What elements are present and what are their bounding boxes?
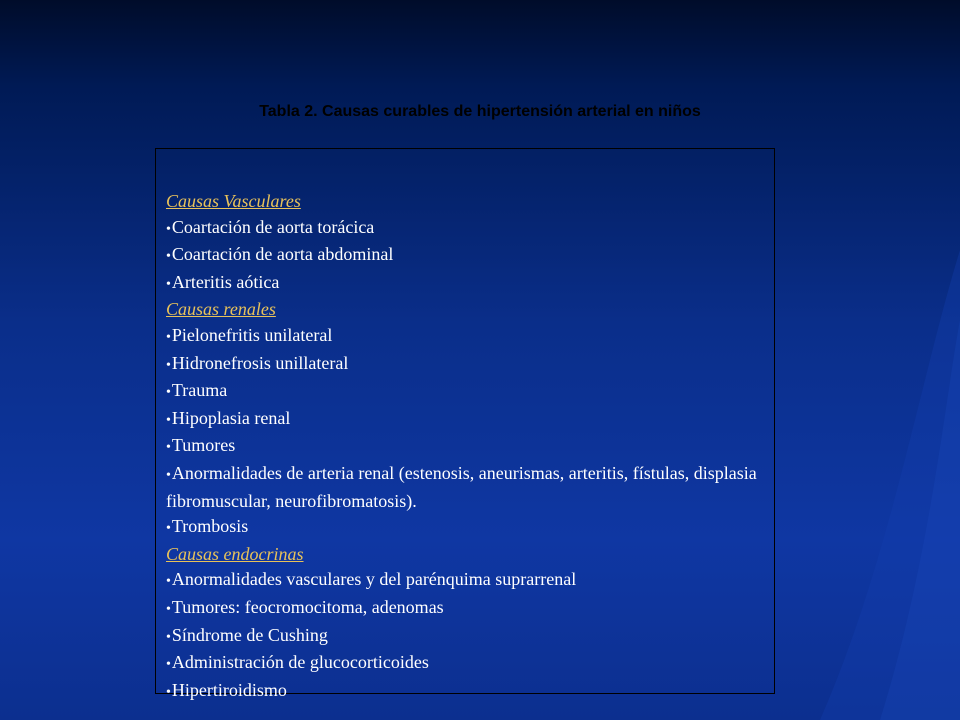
section-heading-renales[interactable]: Causas renales (166, 299, 276, 320)
list-item (166, 242, 764, 270)
causes-table (155, 148, 775, 700)
bullet-icon: • (166, 601, 171, 617)
bullet-icon: • (166, 521, 171, 537)
list-item-text: Pielonefritis unilateral (171, 324, 333, 345)
list-item-text: Anormalidades vasculares y del parénquima suprarrenal (171, 569, 577, 590)
list-item (166, 378, 764, 406)
list-item-text: Arteritis aótica (171, 271, 280, 292)
bullet-icon: • (166, 467, 171, 483)
list-item (166, 595, 764, 623)
list-item (166, 433, 764, 461)
list-item (166, 215, 764, 243)
slide-title: Tabla 2. Causas curables de hipertensión arterial en niños (259, 103, 701, 120)
section-heading-endocrinas[interactable]: Causas endocrinas (166, 543, 304, 564)
list-item-text: Hipoplasia renal (171, 407, 291, 428)
causes-list (166, 189, 764, 705)
list-item-text: Trauma (171, 380, 228, 401)
list-item-text: Hidronefrosis unillateral (171, 352, 349, 373)
list-item (166, 461, 764, 514)
bullet-icon: • (166, 412, 171, 428)
list-item (166, 323, 764, 351)
list-item (166, 623, 764, 651)
bullet-icon: • (166, 276, 171, 292)
bullet-icon: • (166, 329, 171, 345)
list-item-text: Tumores (171, 435, 236, 456)
list-item-text: Administración de glucocorticoides (171, 652, 429, 673)
bullet-icon: • (166, 221, 171, 237)
list-item-text: Síndrome de Cushing (171, 624, 328, 645)
list-item-text: Anormalidades de arteria renal (estenosis, aneurismas, arteritis, fístulas, displasia fibromuscular, neurofibromatosis). (166, 462, 757, 511)
list-item-text: Tumores: feocromocitoma, adenomas (171, 596, 444, 617)
list-item (166, 678, 764, 706)
bullet-icon: • (166, 249, 171, 265)
list-item-text: Trombosis (171, 516, 249, 537)
bullet-icon: • (166, 385, 171, 401)
list-item (166, 650, 764, 678)
list-item (166, 567, 764, 595)
list-item (166, 514, 764, 542)
bullet-icon: • (166, 357, 171, 373)
bullet-icon: • (166, 629, 171, 645)
bullet-icon: • (166, 574, 171, 590)
list-item-text: Hipertiroidismo (171, 679, 287, 700)
bullet-icon: • (166, 684, 171, 700)
list-item (166, 406, 764, 434)
list-item (166, 351, 764, 379)
list-item (166, 270, 764, 298)
bullet-icon: • (166, 657, 171, 673)
list-item-text: Coartación de aorta torácica (171, 216, 375, 237)
list-item-text: Coartación de aorta abdominal (171, 244, 394, 265)
bullet-icon: • (166, 440, 171, 456)
section-heading-vasculares[interactable]: Causas Vasculares (166, 191, 301, 211)
